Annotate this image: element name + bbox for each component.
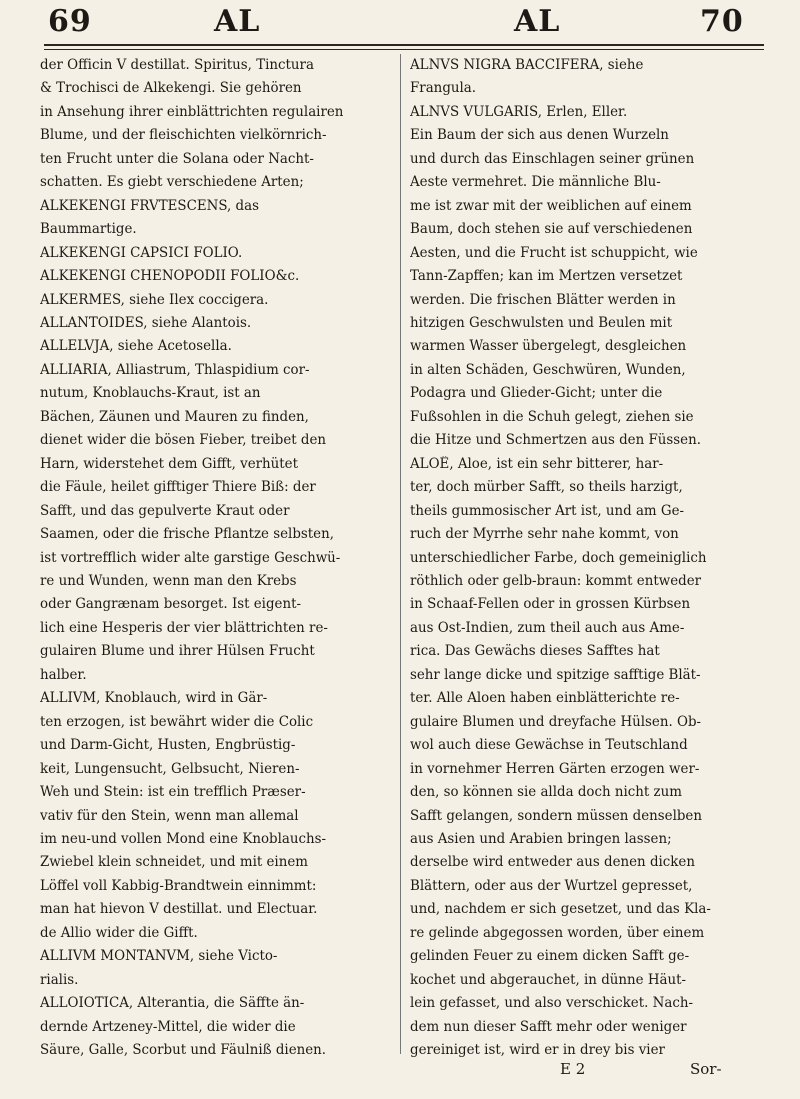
text-line: ALNVS VULGARIS, Erlen, Eller. [410,103,628,120]
text-line: Baummartige. [40,221,137,238]
header-rule [44,44,764,46]
text-line: theils gummosischer Art ist, und am Ge- [410,502,685,519]
text-line: Baum, doch stehen sie auf verschiedenen [410,221,693,238]
text-line: ALLANTOIDES, siehe Alantois. [40,314,252,331]
text-line: ruch der Myrrhe sehr nahe kommt, von [410,526,679,543]
text-line: Fußsohlen in die Schuh gelegt, ziehen sie [410,408,694,425]
header-rule-thin [44,49,764,50]
text-line: ALKEKENGI CHENOPODII FOLIO&c. [40,268,300,285]
text-line: der Officin V destillat. Spiritus, Tinctura [40,57,314,73]
text-line: oder Gangrænam besorget. Ist eigent- [40,596,302,613]
left-column [40,54,385,1094]
text-line: Harn, widerstehet dem Gifft, verhütet [40,455,298,472]
text-line: ALKERMES, siehe Ilex coccigera. [40,291,269,308]
text-line: man hat hievon V destillat. und Electuar. [40,901,318,918]
page-header [0,0,800,48]
text-line: ALOË, Aloe, ist ein sehr bitterer, har- [410,455,664,472]
page-number-right: 70 [700,4,744,39]
text-line: die Hitze und Schmertzen aus den Füssen. [410,432,701,449]
text-line: de Allio wider die Gifft. [40,924,198,941]
text-line: dienet wider die bösen Fieber, treibet den [40,432,327,449]
text-line: röthlich oder gelb-braun: kommt entweder [410,572,702,589]
text-line: & Trochisci de Alkekengi. Sie gehören [40,80,302,97]
text-line: Frangula. [410,80,477,97]
text-line: re gelinde abgegossen worden, über einem [410,924,705,941]
text-line: gereiniget ist, wird er in drey bis vier [410,1042,665,1059]
text-line: Tann-Zapffen; kan im Mertzen versetzet [410,268,683,285]
text-line: Aesten, und die Frucht ist schuppicht, wie [410,244,698,261]
text-line: ten erzogen, ist bewährt wider die Colic [40,713,314,730]
text-line: ALLIVM MONTANVM, siehe Victo- [40,948,278,965]
text-line: Bächen, Zäunen und Mauren zu finden, [40,408,309,425]
text-line: ALLIARIA, Alliastrum, Thlaspidium cor- [40,361,310,378]
text-line: lein gefasset, und also verschicket. Nach- [410,995,693,1012]
text-line: gulairen Blume und ihrer Hülsen Frucht [40,643,315,660]
running-title-left: AL [214,4,261,39]
text-line: im neu-und vollen Mond eine Knoblauchs- [40,830,327,847]
text-line: Säure, Galle, Scorbut und Fäulniß dienen. [40,1042,327,1059]
text-line: Safft, und das gepulverte Kraut oder [40,502,290,519]
text-line: den, so können sie allda doch nicht zum [410,784,682,801]
text-line: ALLELVJA, siehe Acetosella. [40,338,232,355]
text-line: ter, doch mürber Safft, so theils harzigt, [410,479,683,496]
text-line: dem nun dieser Safft mehr oder weniger [410,1018,687,1035]
text-line: rialis. [40,971,79,988]
text-line: ALLOIOTICA, Alterantia, die Säffte än- [40,995,305,1012]
text-line: wol auch diese Gewächse in Teutschland [410,737,688,754]
text-line: Ein Baum der sich aus denen Wurzeln [410,127,669,144]
text-line: aus Ost-Indien, zum theil auch aus Ame- [410,619,685,636]
text-line: gelinden Feuer zu einem dicken Safft ge- [410,948,690,965]
text-line: re und Wunden, wenn man den Krebs [40,572,297,589]
text-line: ALNVS NIGRA BACCIFERA, siehe [410,57,644,73]
text-line: in vornehmer Herren Gärten erzogen wer- [410,760,700,777]
text-line: ALKEKENGI FRVTESCENS, das [40,197,260,214]
text-line: rica. Das Gewächs dieses Safftes hat [410,643,660,660]
text-line: und durch das Einschlagen seiner grünen [410,150,695,167]
text-line: unterschiedlicher Farbe, doch gemeiniglich [410,549,707,566]
text-line: Podagra und Glieder-Gicht; unter die [410,385,663,402]
text-line: halber. [40,666,87,683]
text-line: Löffel voll Kabbig-Brandtwein einnimmt: [40,877,317,894]
text-line: und, nachdem er sich gesetzet, und das Kla- [410,901,711,918]
text-line: lich eine Hesperis der vier blättrichten re- [40,619,328,636]
text-line: Saamen, oder die frische Pflantze selbsten, [40,526,334,543]
text-line: hitzigen Geschwulsten und Beulen mit [410,314,673,331]
text-line: werden. Die frischen Blätter werden in [410,291,676,308]
text-line: sehr lange dicke und spitzige safftige Blät- [410,666,701,683]
text-line: aus Asien und Arabien bringen lassen; [410,830,672,847]
running-title-right: AL [514,4,561,39]
column-divider [400,54,401,1054]
text-line: und Darm-Gicht, Husten, Engbrüstig- [40,737,296,754]
page-number-left: 69 [48,4,92,39]
text-line: Weh und Stein: ist ein trefflich Præser- [40,784,306,801]
text-line: in Ansehung ihrer einblättrichten regulairen [40,103,344,120]
text-line: vativ für den Stein, wenn man allemal [40,807,299,824]
text-line: dernde Artzeney-Mittel, die wider die [40,1018,296,1035]
text-line: ALLIVM, Knoblauch, wird in Gär- [40,690,268,707]
text-line: gulaire Blumen und dreyfache Hülsen. Ob- [410,713,702,730]
right-column [410,54,755,1094]
text-line: Aeste vermehret. Die männliche Blu- [410,174,661,191]
text-line: me ist zwar mit der weiblichen auf einem [410,197,692,214]
text-line: ten Frucht unter die Solana oder Nacht- [40,150,314,167]
text-line: kochet und abgerauchet, in dünne Häut- [410,971,687,988]
text-line: Zwiebel klein schneidet, und mit einem [40,854,308,871]
text-line: derselbe wird entweder aus denen dicken [410,854,695,871]
text-line: nutum, Knoblauchs-Kraut, ist an [40,385,261,402]
text-line: warmen Wasser übergelegt, desgleichen [410,338,687,355]
text-line: schatten. Es giebt verschiedene Arten; [40,174,304,191]
text-line: in Schaaf-Fellen oder in grossen Kürbsen [410,596,691,613]
text-line: Blume, und der fleischichten vielkörnrich- [40,127,327,144]
text-line: ALKEKENGI CAPSICI FOLIO. [40,244,243,261]
text-line: Blättern, oder aus der Wurtzel gepresset, [410,877,693,894]
text-line: in alten Schäden, Geschwüren, Wunden, [410,361,686,378]
text-line: Safft gelangen, sondern müssen denselben [410,807,703,824]
signature-mark: E 2 [560,1060,586,1078]
text-line: keit, Lungensucht, Gelbsucht, Nieren- [40,760,300,777]
text-line: ist vortrefflich wider alte garstige Geschwü- [40,549,341,566]
catchword: Sor- [690,1060,722,1078]
text-line: ter. Alle Aloen haben einblätterichte re- [410,690,680,707]
text-line: die Fäule, heilet gifftiger Thiere Biß: der [40,479,316,496]
